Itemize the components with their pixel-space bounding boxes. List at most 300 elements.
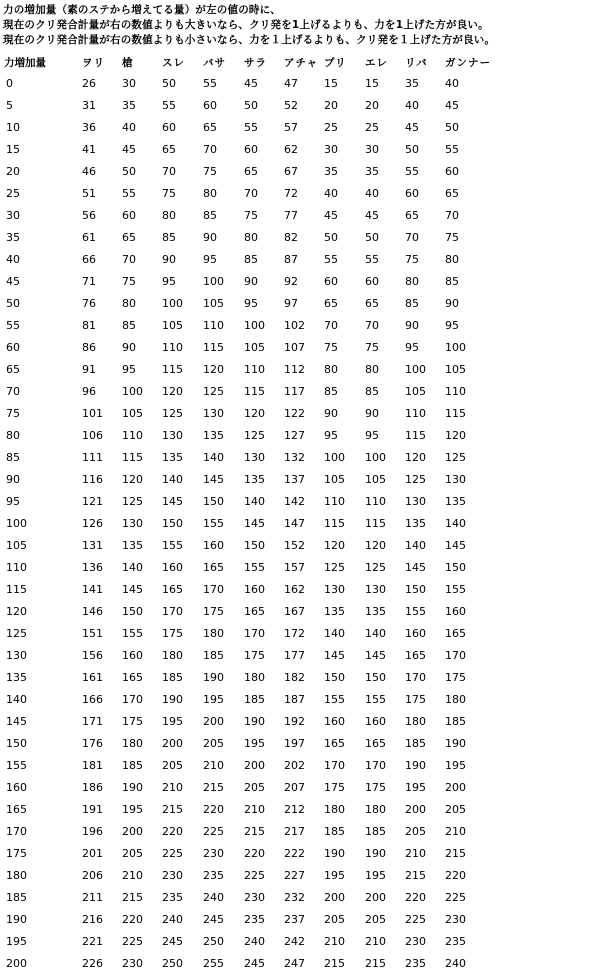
table-row bbox=[0, 688, 505, 710]
header-power-increase: 力増加量 bbox=[4, 56, 46, 69]
threshold-cell: 197 bbox=[284, 736, 305, 750]
threshold-cell: 180 bbox=[365, 802, 386, 816]
threshold-cell: 35 bbox=[405, 76, 419, 90]
threshold-cell: 105 bbox=[324, 472, 345, 486]
threshold-cell: 115 bbox=[244, 384, 265, 398]
threshold-cell: 255 bbox=[203, 956, 224, 970]
table-row bbox=[0, 864, 505, 886]
table-header-row bbox=[0, 52, 505, 72]
threshold-cell: 65 bbox=[324, 296, 338, 310]
threshold-cell: 105 bbox=[203, 296, 224, 310]
threshold-cell: 60 bbox=[405, 186, 419, 200]
threshold-cell: 156 bbox=[82, 648, 103, 662]
power-increase-cell: 75 bbox=[6, 406, 20, 420]
threshold-cell: 186 bbox=[82, 780, 103, 794]
threshold-cell: 60 bbox=[162, 120, 176, 134]
threshold-cell: 225 bbox=[203, 824, 224, 838]
threshold-cell: 135 bbox=[324, 604, 345, 618]
threshold-cell: 65 bbox=[244, 164, 258, 178]
threshold-cell: 106 bbox=[82, 428, 103, 442]
table-row bbox=[0, 644, 505, 666]
threshold-cell: 155 bbox=[122, 626, 143, 640]
threshold-cell: 30 bbox=[324, 142, 338, 156]
table-row bbox=[0, 72, 505, 94]
threshold-cell: 82 bbox=[284, 230, 298, 244]
threshold-cell: 105 bbox=[405, 384, 426, 398]
threshold-cell: 120 bbox=[324, 538, 345, 552]
table-row bbox=[0, 424, 505, 446]
threshold-cell: 40 bbox=[445, 76, 459, 90]
threshold-cell: 190 bbox=[445, 736, 466, 750]
threshold-cell: 190 bbox=[324, 846, 345, 860]
threshold-cell: 87 bbox=[284, 252, 298, 266]
threshold-cell: 150 bbox=[405, 582, 426, 596]
threshold-cell: 120 bbox=[244, 406, 265, 420]
threshold-cell: 100 bbox=[324, 450, 345, 464]
threshold-cell: 160 bbox=[365, 714, 386, 728]
threshold-cell: 145 bbox=[203, 472, 224, 486]
threshold-cell: 210 bbox=[162, 780, 183, 794]
threshold-cell: 117 bbox=[284, 384, 305, 398]
threshold-cell: 85 bbox=[122, 318, 136, 332]
threshold-cell: 205 bbox=[445, 802, 466, 816]
threshold-cell: 140 bbox=[122, 560, 143, 574]
threshold-cell: 105 bbox=[244, 340, 265, 354]
threshold-cell: 245 bbox=[203, 912, 224, 926]
threshold-cell: 110 bbox=[203, 318, 224, 332]
threshold-cell: 200 bbox=[122, 824, 143, 838]
threshold-cell: 207 bbox=[284, 780, 305, 794]
threshold-cell: 107 bbox=[284, 340, 305, 354]
header-class: 槍 bbox=[122, 56, 134, 69]
threshold-cell: 50 bbox=[162, 76, 176, 90]
threshold-cell: 60 bbox=[122, 208, 136, 222]
threshold-cell: 242 bbox=[284, 934, 305, 948]
threshold-cell: 71 bbox=[82, 274, 96, 288]
threshold-cell: 212 bbox=[284, 802, 305, 816]
threshold-cell: 140 bbox=[244, 494, 265, 508]
threshold-cell: 180 bbox=[203, 626, 224, 640]
threshold-cell: 196 bbox=[82, 824, 103, 838]
threshold-cell: 115 bbox=[122, 450, 143, 464]
threshold-cell: 35 bbox=[324, 164, 338, 178]
header-class: ガンナー bbox=[445, 56, 491, 69]
threshold-cell: 136 bbox=[82, 560, 103, 574]
threshold-cell: 75 bbox=[365, 340, 379, 354]
table-row bbox=[0, 556, 505, 578]
threshold-cell: 185 bbox=[405, 736, 426, 750]
threshold-cell: 70 bbox=[365, 318, 379, 332]
threshold-cell: 172 bbox=[284, 626, 305, 640]
threshold-cell: 205 bbox=[365, 912, 386, 926]
threshold-cell: 50 bbox=[324, 230, 338, 244]
threshold-cell: 155 bbox=[405, 604, 426, 618]
threshold-cell: 137 bbox=[284, 472, 305, 486]
power-increase-cell: 45 bbox=[6, 274, 20, 288]
threshold-cell: 100 bbox=[203, 274, 224, 288]
threshold-cell: 125 bbox=[405, 472, 426, 486]
threshold-cell: 221 bbox=[82, 934, 103, 948]
threshold-cell: 120 bbox=[162, 384, 183, 398]
threshold-cell: 232 bbox=[284, 890, 305, 904]
threshold-cell: 100 bbox=[122, 384, 143, 398]
threshold-cell: 125 bbox=[365, 560, 386, 574]
threshold-cell: 195 bbox=[405, 780, 426, 794]
threshold-cell: 170 bbox=[324, 758, 345, 772]
threshold-cell: 200 bbox=[162, 736, 183, 750]
threshold-cell: 235 bbox=[445, 934, 466, 948]
threshold-cell: 70 bbox=[162, 164, 176, 178]
threshold-cell: 75 bbox=[445, 230, 459, 244]
power-increase-cell: 90 bbox=[6, 472, 20, 486]
table-row bbox=[0, 732, 505, 754]
power-increase-cell: 150 bbox=[6, 736, 27, 750]
threshold-cell: 95 bbox=[365, 428, 379, 442]
threshold-cell: 110 bbox=[122, 428, 143, 442]
threshold-cell: 55 bbox=[324, 252, 338, 266]
intro-line: 力の増加量（素のステから増えてる量）が左の値の時に、 bbox=[3, 4, 281, 16]
threshold-cell: 155 bbox=[324, 692, 345, 706]
threshold-cell: 145 bbox=[365, 648, 386, 662]
power-increase-cell: 135 bbox=[6, 670, 27, 684]
intro-line: 現在のクリ発合計量が右の数値よりも小さいなら、力を１上げるよりも、クリ発を１上げた方が良い。 bbox=[3, 34, 496, 46]
threshold-cell: 55 bbox=[203, 76, 217, 90]
threshold-cell: 120 bbox=[445, 428, 466, 442]
threshold-cell: 141 bbox=[82, 582, 103, 596]
threshold-cell: 55 bbox=[162, 98, 176, 112]
threshold-cell: 100 bbox=[162, 296, 183, 310]
threshold-cell: 222 bbox=[284, 846, 305, 860]
threshold-cell: 177 bbox=[284, 648, 305, 662]
table-row bbox=[0, 710, 505, 732]
threshold-cell: 155 bbox=[445, 582, 466, 596]
threshold-cell: 170 bbox=[203, 582, 224, 596]
threshold-cell: 150 bbox=[244, 538, 265, 552]
table-row bbox=[0, 776, 505, 798]
power-increase-cell: 40 bbox=[6, 252, 20, 266]
threshold-cell: 70 bbox=[405, 230, 419, 244]
threshold-cell: 160 bbox=[122, 648, 143, 662]
threshold-cell: 175 bbox=[203, 604, 224, 618]
threshold-cell: 140 bbox=[324, 626, 345, 640]
threshold-cell: 190 bbox=[122, 780, 143, 794]
threshold-cell: 230 bbox=[405, 934, 426, 948]
threshold-cell: 60 bbox=[365, 274, 379, 288]
table-row bbox=[0, 292, 505, 314]
threshold-cell: 185 bbox=[365, 824, 386, 838]
threshold-cell: 95 bbox=[405, 340, 419, 354]
threshold-cell: 230 bbox=[445, 912, 466, 926]
power-increase-cell: 130 bbox=[6, 648, 27, 662]
header-class: サラ bbox=[244, 56, 267, 69]
threshold-cell: 80 bbox=[122, 296, 136, 310]
threshold-cell: 85 bbox=[324, 384, 338, 398]
threshold-cell: 190 bbox=[244, 714, 265, 728]
threshold-cell: 26 bbox=[82, 76, 96, 90]
threshold-cell: 80 bbox=[365, 362, 379, 376]
table-row bbox=[0, 908, 505, 930]
threshold-cell: 125 bbox=[445, 450, 466, 464]
threshold-cell: 205 bbox=[122, 846, 143, 860]
threshold-cell: 166 bbox=[82, 692, 103, 706]
threshold-cell: 210 bbox=[324, 934, 345, 948]
threshold-cell: 225 bbox=[122, 934, 143, 948]
threshold-cell: 110 bbox=[324, 494, 345, 508]
threshold-cell: 200 bbox=[365, 890, 386, 904]
threshold-cell: 155 bbox=[162, 538, 183, 552]
threshold-cell: 225 bbox=[405, 912, 426, 926]
threshold-cell: 90 bbox=[122, 340, 136, 354]
threshold-cell: 220 bbox=[122, 912, 143, 926]
table-row bbox=[0, 930, 505, 952]
threshold-cell: 176 bbox=[82, 736, 103, 750]
table-row bbox=[0, 512, 505, 534]
threshold-cell: 201 bbox=[82, 846, 103, 860]
threshold-cell: 180 bbox=[244, 670, 265, 684]
power-increase-cell: 185 bbox=[6, 890, 27, 904]
threshold-cell: 70 bbox=[324, 318, 338, 332]
threshold-cell: 135 bbox=[445, 494, 466, 508]
threshold-cell: 111 bbox=[82, 450, 103, 464]
threshold-cell: 210 bbox=[445, 824, 466, 838]
threshold-cell: 215 bbox=[162, 802, 183, 816]
power-increase-cell: 155 bbox=[6, 758, 27, 772]
threshold-cell: 90 bbox=[162, 252, 176, 266]
threshold-cell: 66 bbox=[82, 252, 96, 266]
threshold-cell: 55 bbox=[244, 120, 258, 134]
threshold-cell: 206 bbox=[82, 868, 103, 882]
table-row bbox=[0, 270, 505, 292]
table-body bbox=[0, 72, 505, 974]
threshold-cell: 190 bbox=[203, 670, 224, 684]
threshold-cell: 155 bbox=[244, 560, 265, 574]
threshold-cell: 147 bbox=[284, 516, 305, 530]
threshold-cell: 151 bbox=[82, 626, 103, 640]
threshold-cell: 92 bbox=[284, 274, 298, 288]
threshold-cell: 165 bbox=[122, 670, 143, 684]
threshold-cell: 80 bbox=[445, 252, 459, 266]
threshold-cell: 227 bbox=[284, 868, 305, 882]
threshold-cell: 140 bbox=[445, 516, 466, 530]
threshold-cell: 102 bbox=[284, 318, 305, 332]
threshold-cell: 75 bbox=[122, 274, 136, 288]
threshold-cell: 50 bbox=[122, 164, 136, 178]
threshold-cell: 225 bbox=[244, 868, 265, 882]
threshold-cell: 105 bbox=[162, 318, 183, 332]
header-class: プリ bbox=[324, 56, 347, 69]
threshold-cell: 95 bbox=[244, 296, 258, 310]
threshold-cell: 150 bbox=[324, 670, 345, 684]
table-row bbox=[0, 94, 505, 116]
power-increase-cell: 10 bbox=[6, 120, 20, 134]
threshold-cell: 85 bbox=[405, 296, 419, 310]
threshold-cell: 50 bbox=[244, 98, 258, 112]
power-increase-cell: 165 bbox=[6, 802, 27, 816]
threshold-cell: 191 bbox=[82, 802, 103, 816]
threshold-cell: 185 bbox=[324, 824, 345, 838]
threshold-cell: 210 bbox=[122, 868, 143, 882]
threshold-cell: 20 bbox=[324, 98, 338, 112]
threshold-cell: 110 bbox=[405, 406, 426, 420]
table-row bbox=[0, 468, 505, 490]
threshold-cell: 120 bbox=[203, 362, 224, 376]
threshold-cell: 40 bbox=[405, 98, 419, 112]
threshold-cell: 150 bbox=[445, 560, 466, 574]
power-increase-cell: 65 bbox=[6, 362, 20, 376]
table-row bbox=[0, 600, 505, 622]
power-increase-cell: 160 bbox=[6, 780, 27, 794]
threshold-cell: 91 bbox=[82, 362, 96, 376]
threshold-cell: 180 bbox=[324, 802, 345, 816]
threshold-cell: 155 bbox=[203, 516, 224, 530]
threshold-cell: 55 bbox=[122, 186, 136, 200]
power-increase-cell: 20 bbox=[6, 164, 20, 178]
threshold-cell: 210 bbox=[365, 934, 386, 948]
threshold-cell: 175 bbox=[365, 780, 386, 794]
threshold-cell: 105 bbox=[445, 362, 466, 376]
threshold-cell: 167 bbox=[284, 604, 305, 618]
threshold-cell: 150 bbox=[162, 516, 183, 530]
threshold-cell: 35 bbox=[122, 98, 136, 112]
threshold-cell: 85 bbox=[244, 252, 258, 266]
power-increase-cell: 0 bbox=[6, 76, 13, 90]
threshold-cell: 220 bbox=[203, 802, 224, 816]
threshold-cell: 120 bbox=[122, 472, 143, 486]
threshold-cell: 45 bbox=[445, 98, 459, 112]
threshold-cell: 170 bbox=[405, 670, 426, 684]
threshold-cell: 145 bbox=[405, 560, 426, 574]
table-row bbox=[0, 336, 505, 358]
threshold-cell: 65 bbox=[203, 120, 217, 134]
threshold-cell: 115 bbox=[445, 406, 466, 420]
threshold-cell: 200 bbox=[324, 890, 345, 904]
threshold-cell: 205 bbox=[162, 758, 183, 772]
threshold-cell: 150 bbox=[365, 670, 386, 684]
power-increase-cell: 115 bbox=[6, 582, 27, 596]
header-class: ヲリ bbox=[82, 56, 105, 69]
threshold-cell: 150 bbox=[203, 494, 224, 508]
threshold-cell: 145 bbox=[122, 582, 143, 596]
threshold-cell: 115 bbox=[324, 516, 345, 530]
threshold-cell: 145 bbox=[162, 494, 183, 508]
threshold-cell: 160 bbox=[405, 626, 426, 640]
threshold-cell: 215 bbox=[122, 890, 143, 904]
threshold-cell: 80 bbox=[244, 230, 258, 244]
table-row bbox=[0, 358, 505, 380]
threshold-cell: 45 bbox=[365, 208, 379, 222]
threshold-cell: 180 bbox=[162, 648, 183, 662]
intro-line: 現在のクリ発合計量が右の数値よりも大きいなら、クリ発を1上げるよりも、力を1上げた方が良い。 bbox=[3, 19, 489, 31]
threshold-cell: 130 bbox=[244, 450, 265, 464]
threshold-cell: 205 bbox=[405, 824, 426, 838]
table-row bbox=[0, 248, 505, 270]
threshold-cell: 75 bbox=[405, 252, 419, 266]
table-row bbox=[0, 402, 505, 424]
threshold-cell: 205 bbox=[244, 780, 265, 794]
threshold-cell: 182 bbox=[284, 670, 305, 684]
threshold-cell: 155 bbox=[365, 692, 386, 706]
threshold-cell: 110 bbox=[445, 384, 466, 398]
threshold-cell: 135 bbox=[162, 450, 183, 464]
threshold-cell: 210 bbox=[405, 846, 426, 860]
threshold-cell: 95 bbox=[324, 428, 338, 442]
threshold-cell: 220 bbox=[162, 824, 183, 838]
power-increase-cell: 145 bbox=[6, 714, 27, 728]
threshold-cell: 162 bbox=[284, 582, 305, 596]
threshold-cell: 36 bbox=[82, 120, 96, 134]
threshold-cell: 181 bbox=[82, 758, 103, 772]
threshold-cell: 85 bbox=[203, 208, 217, 222]
threshold-cell: 72 bbox=[284, 186, 298, 200]
header-class: アチャ bbox=[284, 56, 319, 69]
threshold-cell: 195 bbox=[244, 736, 265, 750]
threshold-cell: 146 bbox=[82, 604, 103, 618]
threshold-cell: 65 bbox=[405, 208, 419, 222]
threshold-cell: 230 bbox=[244, 890, 265, 904]
threshold-cell: 195 bbox=[162, 714, 183, 728]
threshold-cell: 180 bbox=[405, 714, 426, 728]
threshold-cell: 35 bbox=[365, 164, 379, 178]
threshold-cell: 65 bbox=[122, 230, 136, 244]
threshold-cell: 240 bbox=[203, 890, 224, 904]
table-row bbox=[0, 886, 505, 908]
threshold-cell: 125 bbox=[324, 560, 345, 574]
threshold-cell: 75 bbox=[324, 340, 338, 354]
threshold-cell: 65 bbox=[445, 186, 459, 200]
power-increase-cell: 70 bbox=[6, 384, 20, 398]
power-increase-cell: 170 bbox=[6, 824, 27, 838]
threshold-cell: 230 bbox=[203, 846, 224, 860]
threshold-cell: 225 bbox=[445, 890, 466, 904]
threshold-cell: 195 bbox=[203, 692, 224, 706]
threshold-cell: 80 bbox=[203, 186, 217, 200]
threshold-cell: 165 bbox=[162, 582, 183, 596]
threshold-cell: 150 bbox=[122, 604, 143, 618]
power-increase-cell: 55 bbox=[6, 318, 20, 332]
table-row bbox=[0, 160, 505, 182]
threshold-cell: 240 bbox=[244, 934, 265, 948]
threshold-cell: 95 bbox=[445, 318, 459, 332]
threshold-cell: 140 bbox=[405, 538, 426, 552]
threshold-cell: 245 bbox=[162, 934, 183, 948]
threshold-cell: 75 bbox=[203, 164, 217, 178]
table-row bbox=[0, 842, 505, 864]
threshold-cell: 47 bbox=[284, 76, 298, 90]
threshold-cell: 160 bbox=[445, 604, 466, 618]
threshold-cell: 115 bbox=[162, 362, 183, 376]
threshold-cell: 96 bbox=[82, 384, 96, 398]
threshold-cell: 240 bbox=[445, 956, 466, 970]
power-increase-cell: 15 bbox=[6, 142, 20, 156]
threshold-cell: 120 bbox=[365, 538, 386, 552]
threshold-cell: 210 bbox=[203, 758, 224, 772]
threshold-cell: 60 bbox=[445, 164, 459, 178]
threshold-cell: 70 bbox=[244, 186, 258, 200]
threshold-cell: 131 bbox=[82, 538, 103, 552]
threshold-cell: 220 bbox=[445, 868, 466, 882]
threshold-cell: 130 bbox=[122, 516, 143, 530]
threshold-cell: 247 bbox=[284, 956, 305, 970]
intro-text bbox=[3, 3, 495, 48]
threshold-cell: 185 bbox=[203, 648, 224, 662]
power-increase-cell: 25 bbox=[6, 186, 20, 200]
threshold-cell: 56 bbox=[82, 208, 96, 222]
threshold-cell: 46 bbox=[82, 164, 96, 178]
power-increase-cell: 200 bbox=[6, 956, 27, 970]
table-row bbox=[0, 182, 505, 204]
threshold-cell: 140 bbox=[365, 626, 386, 640]
threshold-cell: 185 bbox=[445, 714, 466, 728]
